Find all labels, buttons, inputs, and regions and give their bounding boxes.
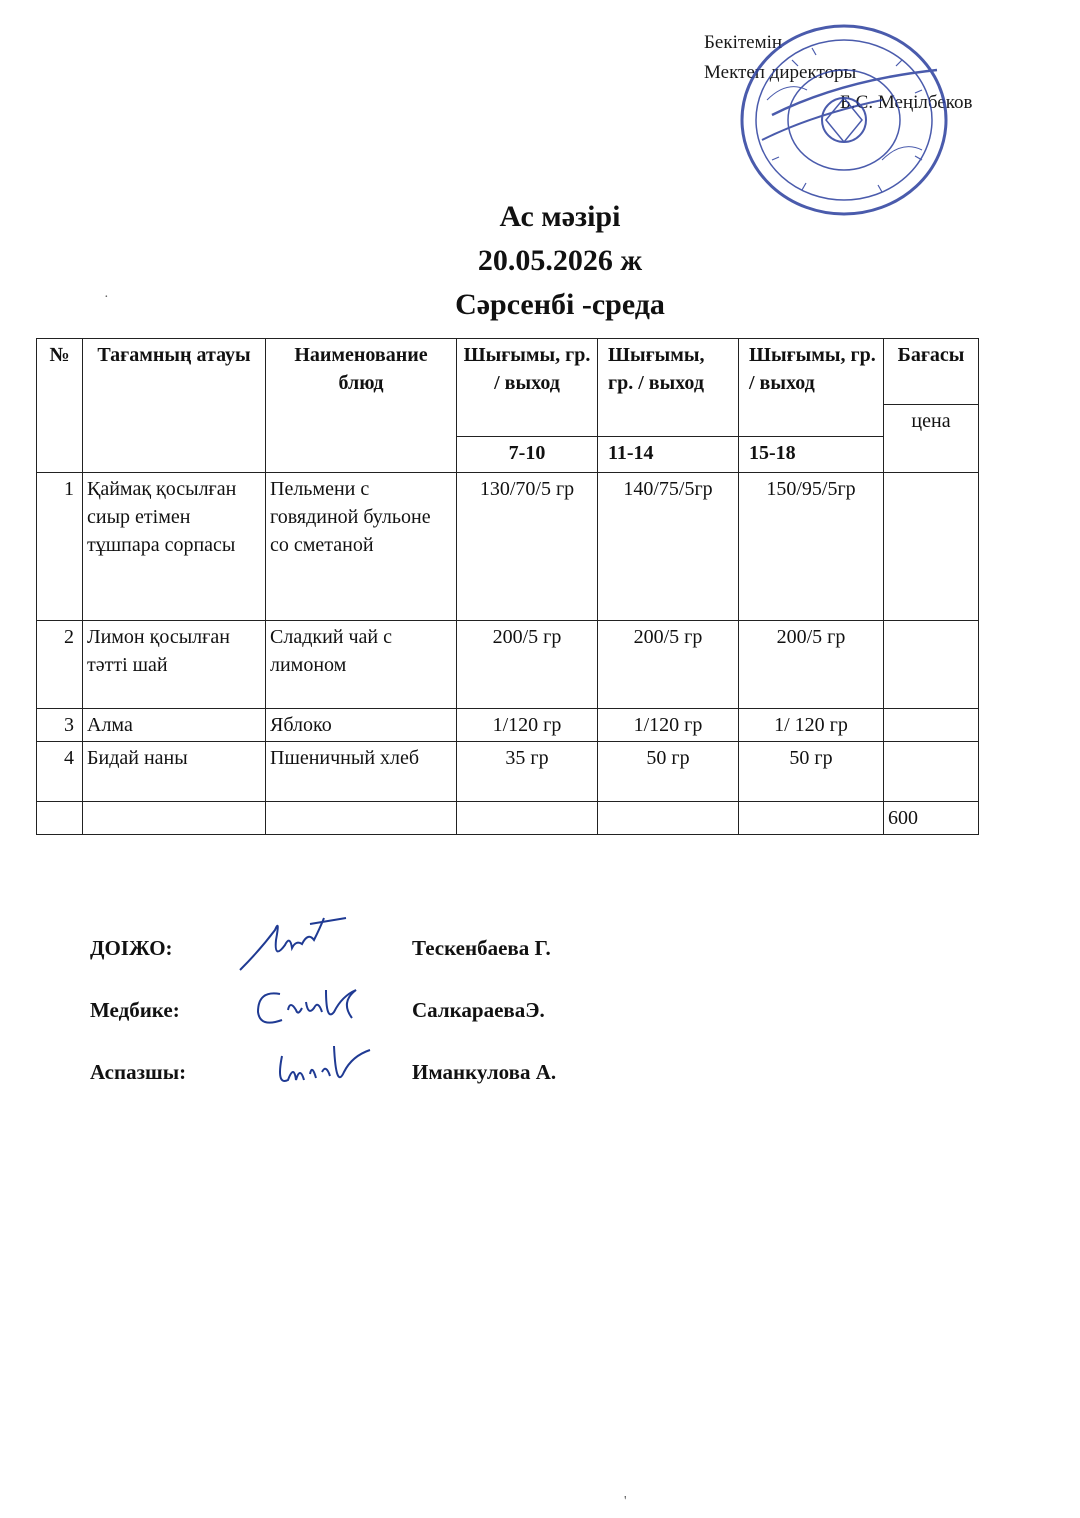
header-price-ru: цена [884, 405, 979, 473]
header-output-2: Шығымы, гр. / выход [598, 339, 739, 437]
row-yield-2: 1/120 гр [598, 709, 739, 742]
table-row [37, 709, 979, 742]
school-stamp-icon [732, 20, 952, 220]
approval-line-2: Мектеп директоры [704, 62, 857, 83]
row-yield-3: 200/5 гр [739, 621, 884, 709]
row-yield-2: 50 гр [598, 742, 739, 802]
row-name-kz: Алма [83, 709, 266, 742]
title-line-3: Сәрсенбі -среда [455, 288, 665, 321]
approval-line-1: Бекітемін [704, 32, 783, 53]
total-row [37, 802, 979, 835]
menu-table [36, 338, 979, 835]
row-price [884, 709, 979, 742]
row-yield-1: 200/5 гр [457, 621, 598, 709]
approval-line-3: Б.С. Меңілбеков [840, 92, 973, 113]
row-yield-3: 1/ 120 гр [739, 709, 884, 742]
row-yield-3: 50 гр [739, 742, 884, 802]
row-name-kz: Қаймақ қосылған сиыр етімен тұшпара сорпасы [83, 473, 266, 621]
row-yield-1: 35 гр [457, 742, 598, 802]
header-price-kz: Бағасы [884, 339, 979, 405]
table-row [37, 473, 979, 621]
signature-role: ДОІЖО: [90, 936, 173, 960]
row-yield-1: 130/70/5 гр [457, 473, 598, 621]
signature-role: Аспазшы: [90, 1060, 187, 1084]
signature-role: Медбике: [90, 998, 180, 1022]
row-name-ru: Пельмени с говядиной бульоне со сметаной [266, 473, 457, 621]
row-yield-2: 200/5 гр [598, 621, 739, 709]
title-line-1: Ас мәзірі [499, 200, 621, 233]
total-price: 600 [884, 802, 979, 835]
row-price [884, 473, 979, 621]
row-num: 2 [37, 621, 83, 709]
signature-name: СалкараеваЭ. [412, 998, 545, 1022]
header-output-3: Шығымы, гр. / выход [739, 339, 884, 437]
speck: · [104, 290, 109, 305]
handwritten-signature-icon [230, 910, 380, 980]
row-name-ru: Сладкий чай с лимоном [266, 621, 457, 709]
header-name-ru: Наименование блюд [266, 339, 457, 473]
row-yield-1: 1/120 гр [457, 709, 598, 742]
handwritten-signature-icon [230, 1034, 380, 1104]
signature-name: Иманкулова А. [412, 1060, 557, 1084]
header-age-1: 7-10 [457, 437, 598, 473]
speck: ' [624, 1494, 627, 1509]
row-yield-3: 150/95/5гр [739, 473, 884, 621]
row-name-ru: Яблоко [266, 709, 457, 742]
header-age-2: 11-14 [598, 437, 739, 473]
row-name-kz: Бидай наны [83, 742, 266, 802]
handwritten-signature-icon [230, 972, 380, 1042]
row-num: 3 [37, 709, 83, 742]
page-title [0, 195, 1080, 327]
row-yield-2: 140/75/5гр [598, 473, 739, 621]
header-output-1: Шығымы, гр. / выход [457, 339, 598, 437]
row-price [884, 621, 979, 709]
row-num: 1 [37, 473, 83, 621]
header-age-3: 15-18 [739, 437, 884, 473]
header-row-1 [37, 339, 979, 405]
signature-name: Тескенбаева Г. [412, 936, 551, 960]
table-row [37, 621, 979, 709]
title-line-2: 20.05.2026 ж [477, 244, 643, 277]
header-num: № [37, 339, 83, 473]
row-num: 4 [37, 742, 83, 802]
table-row [37, 742, 979, 802]
row-price [884, 742, 979, 802]
row-name-kz: Лимон қосылған тәтті шай [83, 621, 266, 709]
header-name-kz: Тағамның атауы [83, 339, 266, 473]
row-name-ru: Пшеничный хлеб [266, 742, 457, 802]
